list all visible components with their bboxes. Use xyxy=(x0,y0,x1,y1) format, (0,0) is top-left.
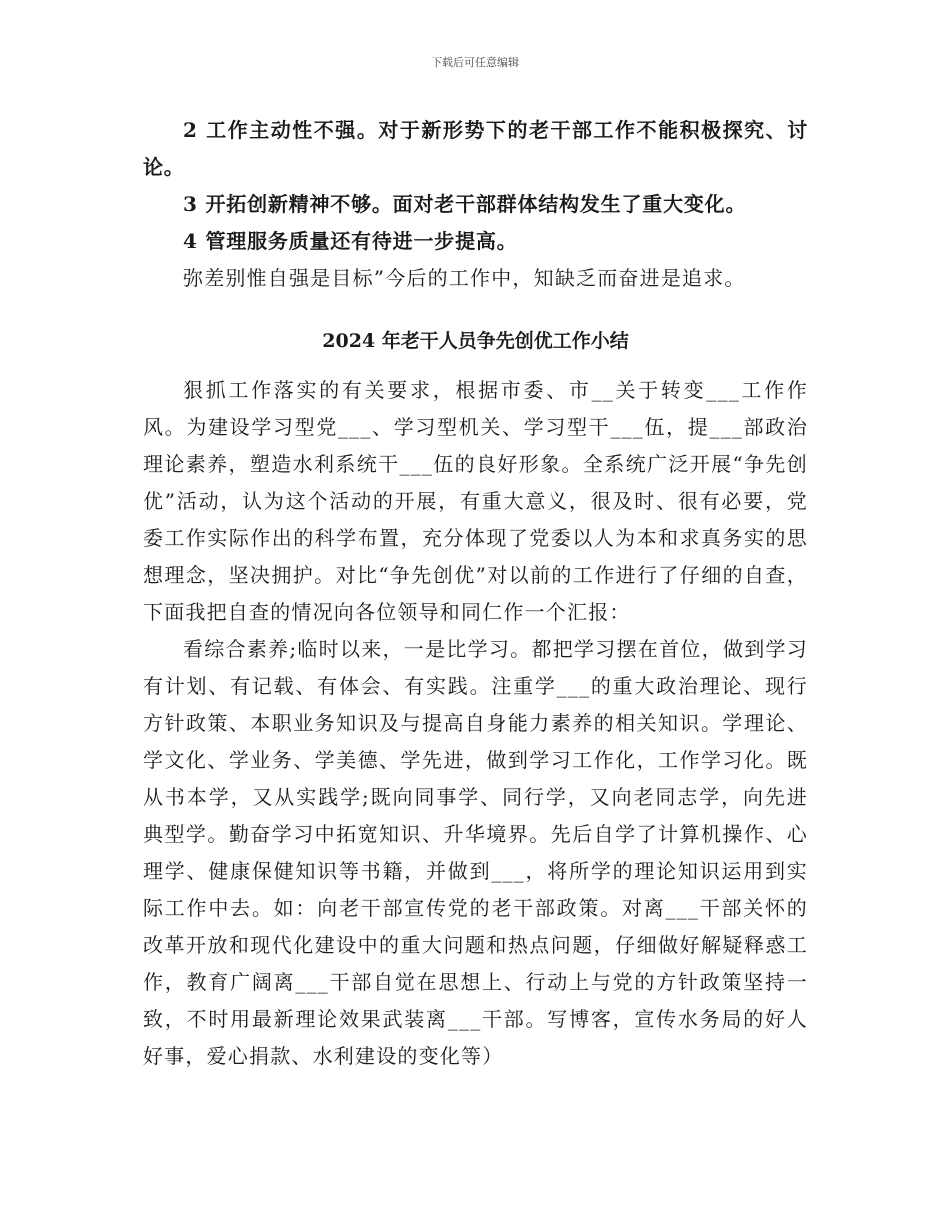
body-paragraph-1: 狠抓工作落实的有关要求，根据市委、市__关于转变___工作作风。为建设学习型党___、学习型机关、学习型干___伍，提___部政治理论素养，塑造水利系统干___伍的良好形象。全系统广泛开展“争先创优”活动，认为这个活动的开展，有重大意义，很及时、很有必要，党委工作实际作出的科学布置，充分体现了党委以人为本和求真务实的思想理念，坚决拥护。对比“争先创优”对以前的工作进行了仔细的自查，下面我把自查的情况向各位领导和同仁作一个汇报： xyxy=(143,378,808,624)
issue-item-2: 2 工作主动性不强。对于新形势下的老干部工作不能积极探究、讨论。 xyxy=(143,118,808,179)
page-header: 下载后可任意编辑 xyxy=(431,56,519,69)
section-title: 2024 年老干人员争先创优工作小结 xyxy=(322,330,629,352)
body-paragraph-2: 看综合素养;临时以来，一是比学习。都把学习摆在首位，做到学习有计划、有记载、有体会、有实践。注重学___的重大政治理论、现行方针政策、本职业务知识及与提高自身能力素养的相关知识。学理论、学文化、学业务、学美德、学先进，做到学习工作化，工作学习化。既从书本学，又从实践学;既向同事学、同行学，又向老同志学，向先进典型学。勤奋学习中拓宽知识、升华境界。先后自学了计算机操作、心理学、健康保健知识等书籍，并做到___，将所学的理论知识运用到实际工作中去。如：向老干部宣传党的老干部政策。对离___干部关怀的改革开放和现代化建设中的重大问题和热点问题，仔细做好解疑释惑工作，教育广阔离___干部自觉在思想上、行动上与党的方针政策坚持一致，不时用最新理论效果武装离___干部。写博客，宣传水务局的好人好事，爱心捐款、水利建设的变化等） xyxy=(143,637,808,1068)
issue-item-3: 3 开拓创新精神不够。面对老干部群体结构发生了重大变化。 xyxy=(183,192,747,216)
closing-paragraph: 弥差别惟自强是目标”今后的工作中，知缺乏而奋进是追求。 xyxy=(183,266,746,290)
issue-item-4: 4 管理服务质量还有待进一步提高。 xyxy=(183,229,518,253)
document-body xyxy=(143,112,808,1075)
